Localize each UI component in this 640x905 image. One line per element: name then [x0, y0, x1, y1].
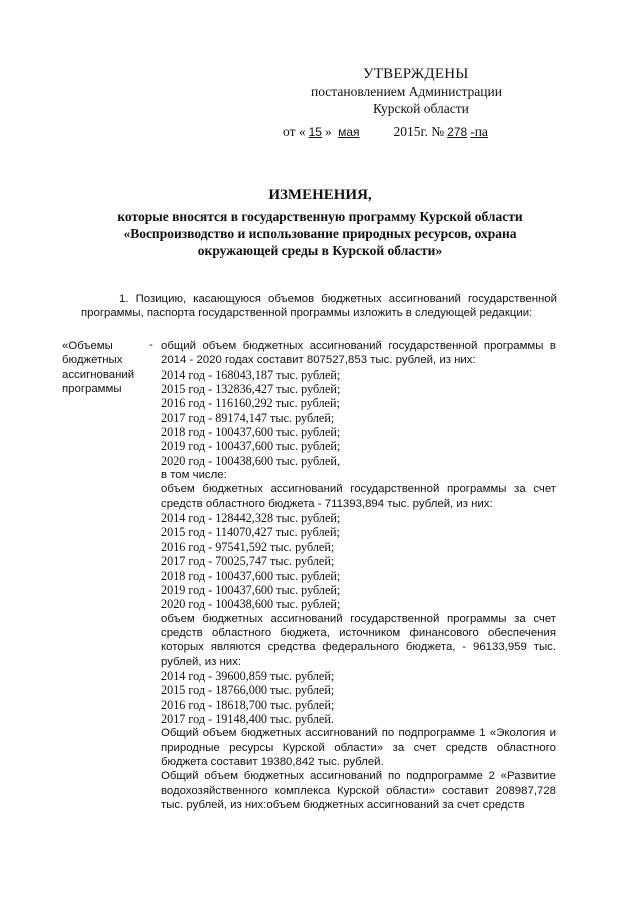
federal-years-list — [161, 669, 556, 726]
date-mid: » — [324, 124, 332, 139]
approval-title: УТВЕРЖДЕНЫ — [363, 66, 469, 82]
regional-budget-text: объем бюджетных ассигнований государственной программы за счет средств областного бюджета - 711393,894 тыс. рублей, из них: — [161, 483, 556, 510]
subprogram-2-text: Общий объем бюджетных ассигнований по подпрограмме 2 «Развитие водохозяйственного комплекса Курской области» составит 208987,728 тыс. рублей, из них:объем бюджетных ассигнований за счет средств — [161, 770, 556, 811]
document-heading — [80, 187, 560, 259]
list-item: 2019 год - 100437,600 тыс. рублей; — [161, 439, 341, 454]
position-label — [62, 339, 152, 397]
list-item: 2015 год - 114070,427 тыс. рублей; — [161, 525, 340, 540]
list-item: 2015 год - 18766,000 тыс. рублей; — [161, 683, 335, 698]
date-prefix: от « — [283, 124, 306, 139]
label-line: «Объемы — [62, 340, 113, 352]
intro-text: 1. Позицию, касающуюся объемов бюджетных ассигнований государственной программы, паспорта государственной программы изложить в следующей редакции: — [81, 293, 557, 319]
list-item: 2017 год - 19148,400 тыс. рублей. — [161, 711, 334, 726]
federal-budget-text: объем бюджетных ассигнований государственной программы за счет средств областного бюджета, источником финансового обеспечения которых являются средства федерального бюджета, - 96133,959 тыс. рублей, из них: — [161, 612, 556, 668]
total-years-list — [161, 368, 556, 468]
heading-line-3: окружающей среды в Курской области» — [197, 243, 443, 258]
decree-suffix: -па — [470, 124, 488, 139]
date-day: 15 — [308, 125, 322, 139]
list-item: 2016 год - 116160,292 тыс. рублей; — [161, 396, 340, 411]
list-item: 2018 год - 100437,600 тыс. рублей; — [161, 425, 341, 440]
approval-date-line — [283, 123, 583, 141]
in-that-text: в том числе: — [161, 469, 227, 482]
decree-number: 278 — [447, 125, 468, 139]
list-item: 2020 год - 100438,600 тыс. рублей, — [161, 453, 340, 468]
heading-line-2: «Воспроизводство и использование природных ресурсов, охрана — [123, 226, 517, 241]
date-month: мая — [338, 125, 360, 139]
list-item: 2020 год - 100438,600 тыс. рублей; — [161, 597, 341, 612]
date-year: 2015г. № — [393, 124, 445, 139]
list-item: 2014 год - 168043,187 тыс. рублей; — [161, 367, 341, 382]
list-item: 2017 год - 89174,147 тыс. рублей; — [161, 410, 335, 425]
list-item: 2016 год - 18618,700 тыс. рублей; — [161, 697, 335, 712]
list-item: 2019 год - 100437,600 тыс. рублей; — [161, 582, 341, 597]
approval-line-2: Курской области — [373, 101, 469, 116]
list-item: 2018 год - 100437,600 тыс. рублей; — [161, 568, 341, 583]
list-item: 2014 год - 39600,859 тыс. рублей; — [161, 668, 335, 683]
list-item: 2015 год - 132836,427 тыс. рублей; — [161, 382, 341, 397]
label-line: программы — [62, 383, 122, 396]
regional-years-list — [161, 511, 556, 611]
item-dash: - — [149, 339, 153, 351]
list-item: 2016 год - 97541,592 тыс. рублей; — [161, 539, 335, 554]
intro-paragraph — [81, 292, 557, 320]
approval-block — [283, 66, 583, 141]
approval-line-1: постановлением Администрации — [311, 84, 502, 99]
budget-content — [161, 339, 556, 812]
heading-title: ИЗМЕНЕНИЯ, — [268, 187, 372, 203]
label-line: ассигнований — [62, 368, 135, 381]
total-budget-text: общий объем бюджетных ассигнований государственной программы в 2014 - 2020 годах составит 807527,853 тыс. рублей, из них: — [161, 340, 556, 367]
list-item: 2014 год - 128442,328 тыс. рублей; — [161, 511, 341, 526]
subprogram-1-text: Общий объем бюджетных ассигнований по подпрограмме 1 «Экология и природные ресурсы Курской области» за счет средств областного бюджета составит 19380,842 тыс. рублей. — [161, 727, 556, 768]
list-item: 2017 год - 70025,747 тыс. рублей; — [161, 554, 335, 569]
heading-line-1: которые вносятся в государственную программу Курской области — [117, 209, 523, 224]
label-line: бюджетных — [62, 354, 123, 367]
